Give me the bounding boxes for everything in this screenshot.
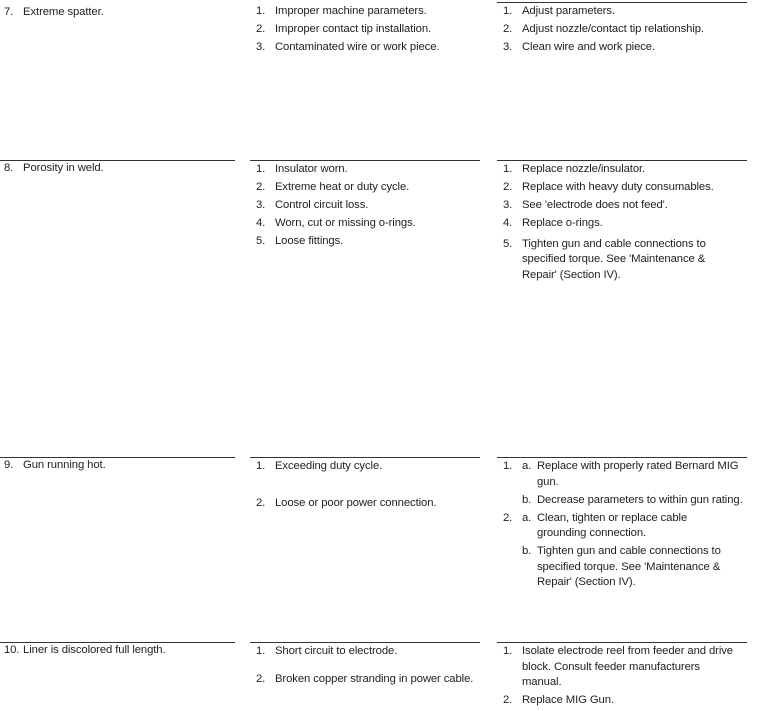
remedies-list [503,4,755,58]
cause-item: 5. Loose fittings. [256,235,344,247]
problem-text: Extreme spatter. [23,6,104,18]
remedy-item: 2. Replace MIG Gun. [503,694,614,706]
remedy-item: 2. Replace with heavy duty consumables. [503,181,714,193]
remedies-list [503,459,755,593]
remedy-item: 1. Adjust parameters. [503,5,616,17]
causes-list [256,4,491,58]
problem-text: Porosity in weld. [23,162,104,174]
cause-item: 1. Insulator worn. [256,163,348,175]
cause-item: 2. Loose or poor power connection. [256,496,437,509]
cause-item: 3. Control circuit loss. [256,199,369,211]
problem-label: 9. Gun running hot. [4,459,106,471]
remedies-list [503,162,755,286]
remedy-item: 3. See 'electrode does not feed'. [503,199,668,211]
causes-list [256,459,491,514]
column-rule [497,160,747,161]
remedy-item: 2. a. Clean, tighten or replace cable grounding connection. b. Tighten gun and cable connections to specified torque. See 'Maintenance & Repair' (Section IV). [503,511,755,591]
causes-list [256,644,491,690]
column-rule [0,160,235,161]
problem-label: 8. Porosity in weld. [4,162,104,174]
remedy-subitem: a. Clean, tighten or replace cable grounding connection. [522,511,688,539]
cause-item: 2. Broken copper stranding in power cable. [256,672,474,685]
problem-text: Liner is discolored full length. [23,644,166,656]
column-rule [497,457,747,458]
column-rule [250,457,480,458]
problem-text: Gun running hot. [23,459,106,471]
remedy-item: 1. Replace nozzle/insulator. [503,163,646,175]
remedy-item: 1. a. Replace with properly rated Bernard MIG gun. b. Decrease parameters to within gun rating. [503,459,755,508]
column-rule [250,160,480,161]
column-rule [497,2,747,3]
remedy-item: 3. Clean wire and work piece. [503,41,656,53]
cause-item: 1. Improper machine parameters. [256,5,427,17]
remedy-subitem: b. Tighten gun and cable connections to specified torque. See 'Maintenance & Repair' (Section IV). [522,545,721,588]
remedy-item: 1. Isolate electrode reel from feeder and drive block. Consult feeder manufacturers manual. [503,645,733,688]
cause-item: 2. Extreme heat or duty cycle. [256,181,410,193]
cause-item: 1. Exceeding duty cycle. [256,460,383,472]
problem-label: 7. Extreme spatter. [4,6,104,18]
cause-item: 1. Short circuit to electrode. [256,645,398,657]
remedies-list [503,644,755,711]
remedy-subitem: a. Replace with properly rated Bernard MIG gun. [522,460,739,488]
problem-label: 10. Liner is discolored full length. [4,644,166,656]
causes-list [256,162,491,252]
cause-item: 4. Worn, cut or missing o-rings. [256,217,416,229]
column-rule [0,642,235,643]
remedy-subitem: b. Decrease parameters to within gun rating. [522,493,743,506]
column-rule [497,642,747,643]
column-rule [250,642,480,643]
column-rule [0,457,235,458]
remedy-item: 5. Tighten gun and cable connections to specified torque. See 'Maintenance & Repair' (Section IV). [503,237,706,281]
cause-item: 2. Improper contact tip installation. [256,23,432,35]
remedy-item: 4. Replace o-rings. [503,217,603,229]
cause-item: 3. Contaminated wire or work piece. [256,41,440,53]
remedy-item: 2. Adjust nozzle/contact tip relationship. [503,23,704,35]
